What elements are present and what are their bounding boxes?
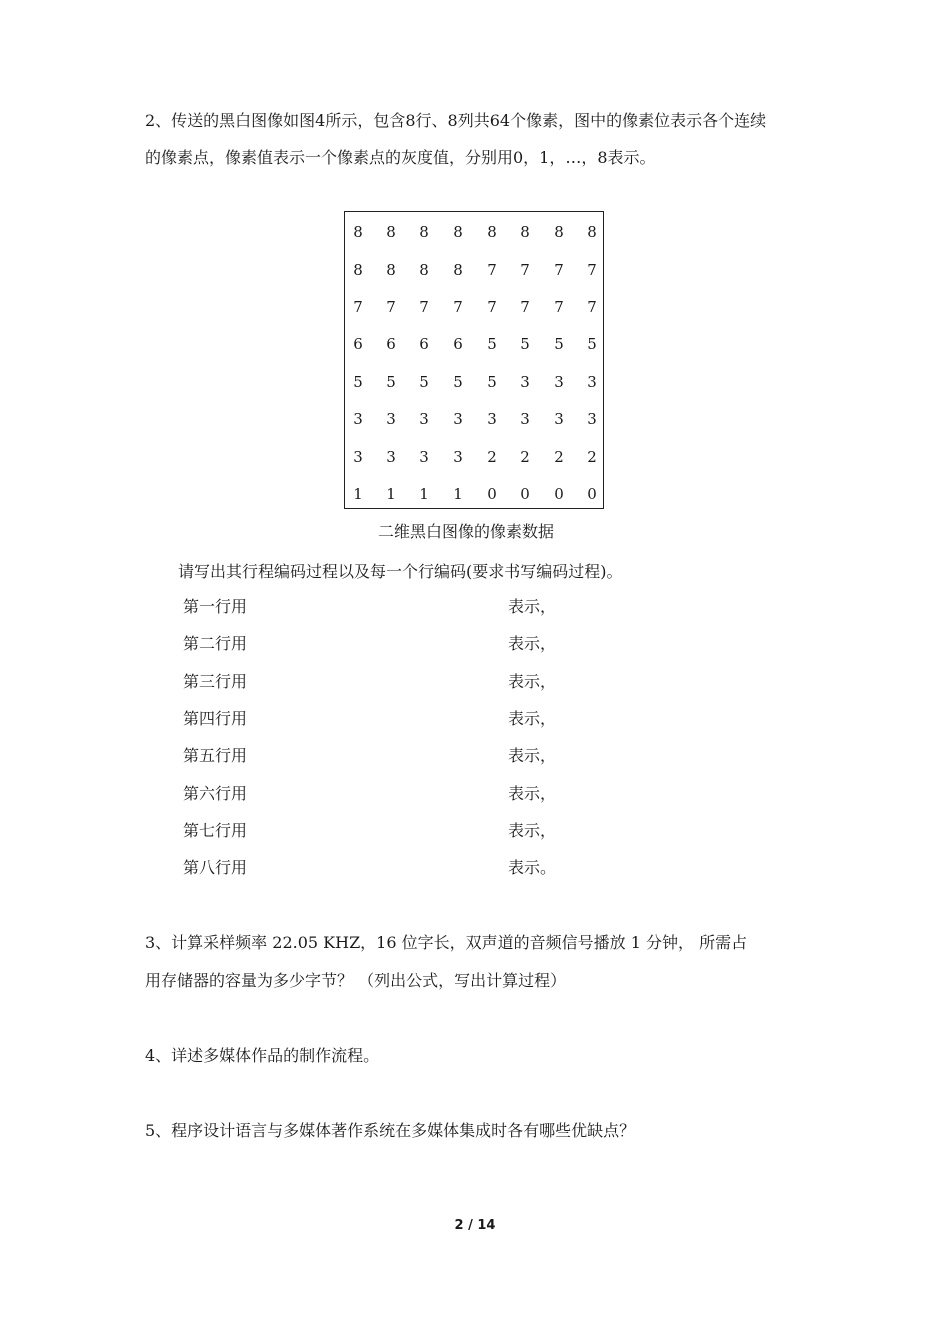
q3-text-line-1: 3、计算采样频率 22.05 KHZ，16 位字长，双声道的音频信号播放 1 分钟， 所需占 [145, 933, 748, 952]
pixel-cell: 3 [487, 410, 497, 428]
q2-instruction: 请写出其行程编码过程以及每一个行编码(要求书写编码过程)。 [178, 562, 623, 581]
pixel-cell: 8 [453, 261, 463, 279]
row-label-8: 第八行用 [183, 858, 248, 877]
pixel-cell: 0 [554, 485, 564, 503]
pixel-cell: 7 [419, 298, 429, 316]
page-number: 2 / 14 [454, 1218, 496, 1233]
pixel-cell: 6 [419, 335, 429, 353]
pixel-cell: 3 [520, 373, 530, 391]
pixel-cell: 1 [386, 485, 396, 503]
pixel-cell: 1 [419, 485, 429, 503]
row-suffix-4: 表示， [508, 709, 557, 728]
pixel-cell: 5 [386, 373, 396, 391]
row-label-5: 第五行用 [183, 746, 248, 765]
pixel-cell: 0 [587, 485, 597, 503]
pixel-cell: 7 [353, 298, 363, 316]
pixel-cell: 0 [520, 485, 530, 503]
pixel-cell: 7 [487, 298, 497, 316]
row-label-6: 第六行用 [183, 784, 248, 803]
pixel-cell: 7 [386, 298, 396, 316]
pixel-cell: 5 [419, 373, 429, 391]
pixel-cell: 5 [487, 373, 497, 391]
pixel-cell: 5 [520, 335, 530, 353]
pixel-cell: 3 [587, 373, 597, 391]
pixel-cell: 8 [587, 223, 597, 241]
row-suffix-2: 表示， [508, 634, 557, 653]
pixel-cell: 7 [587, 298, 597, 316]
pixel-cell: 1 [453, 485, 463, 503]
pixel-cell: 6 [453, 335, 463, 353]
pixel-cell: 3 [419, 410, 429, 428]
row-suffix-3: 表示， [508, 672, 557, 691]
question-4: 4、详述多媒体作品的制作流程。 [145, 1046, 380, 1065]
pixel-cell: 5 [453, 373, 463, 391]
pixel-cell: 8 [353, 261, 363, 279]
pixel-cell: 8 [520, 223, 530, 241]
pixel-cell: 6 [353, 335, 363, 353]
pixel-cell: 2 [554, 448, 564, 466]
pixel-cell: 7 [554, 261, 564, 279]
row-suffix-6: 表示， [508, 784, 557, 803]
pixel-cell: 3 [453, 410, 463, 428]
pixel-cell: 3 [386, 410, 396, 428]
row-label-2: 第二行用 [183, 634, 248, 653]
pixel-cell: 3 [353, 410, 363, 428]
pixel-cell: 3 [554, 373, 564, 391]
q3-text-line-2: 用存储器的容量为多少字节？ （列出公式，写出计算过程） [145, 971, 567, 990]
pixel-cell: 5 [587, 335, 597, 353]
pixel-cell: 8 [386, 261, 396, 279]
pixel-cell: 8 [419, 223, 429, 241]
pixel-cell: 2 [587, 448, 597, 466]
pixel-cell: 1 [353, 485, 363, 503]
pixel-cell: 7 [520, 298, 530, 316]
question-5: 5、程序设计语言与多媒体著作系统在多媒体集成时各有哪些优缺点？ [145, 1121, 636, 1140]
row-label-7: 第七行用 [183, 821, 248, 840]
grid-caption: 二维黑白图像的像素数据 [378, 522, 555, 541]
pixel-cell: 7 [554, 298, 564, 316]
pixel-cell: 3 [386, 448, 396, 466]
pixel-cell: 5 [487, 335, 497, 353]
pixel-cell: 3 [587, 410, 597, 428]
row-suffix-5: 表示， [508, 746, 557, 765]
q2-text-line-2: 的像素点，像素值表示一个像素点的灰度值，分别用0，1，…，8表示。 [145, 148, 656, 167]
pixel-cell: 5 [554, 335, 564, 353]
row-suffix-1: 表示， [508, 597, 557, 616]
pixel-cell: 7 [520, 261, 530, 279]
pixel-cell: 3 [554, 410, 564, 428]
pixel-cell: 8 [487, 223, 497, 241]
pixel-cell: 5 [353, 373, 363, 391]
pixel-cell: 3 [419, 448, 429, 466]
pixel-cell: 8 [554, 223, 564, 241]
pixel-cell: 8 [386, 223, 396, 241]
row-suffix-8: 表示。 [508, 858, 557, 877]
pixel-cell: 0 [487, 485, 497, 503]
pixel-cell: 7 [587, 261, 597, 279]
pixel-cell: 2 [520, 448, 530, 466]
row-label-4: 第四行用 [183, 709, 248, 728]
pixel-cell: 3 [520, 410, 530, 428]
pixel-cell: 7 [453, 298, 463, 316]
pixel-cell: 8 [453, 223, 463, 241]
q2-text-line-1: 2、传送的黑白图像如图4所示，包含8行、8列共64个像素，图中的像素位表示各个连续 [145, 111, 767, 130]
row-label-1: 第一行用 [183, 597, 248, 616]
pixel-data-grid [344, 211, 604, 509]
pixel-cell: 3 [353, 448, 363, 466]
pixel-cell: 3 [453, 448, 463, 466]
pixel-cell: 8 [419, 261, 429, 279]
row-suffix-7: 表示， [508, 821, 557, 840]
pixel-cell: 7 [487, 261, 497, 279]
pixel-cell: 8 [353, 223, 363, 241]
pixel-cell: 6 [386, 335, 396, 353]
row-label-3: 第三行用 [183, 672, 248, 691]
pixel-cell: 2 [487, 448, 497, 466]
